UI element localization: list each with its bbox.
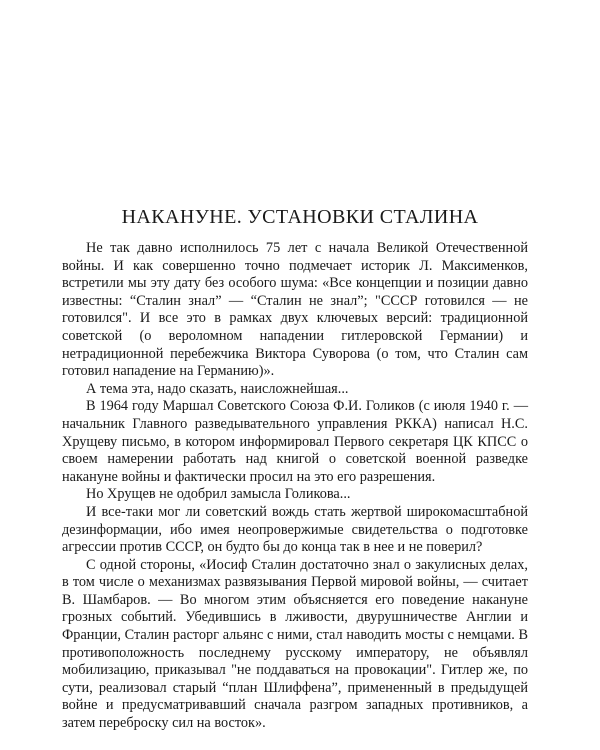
paragraph-5: И все-таки мог ли советский вождь стать жертвой широкомасштабной дезинформации, ибо имея неопровержимые свидетельства о подготовке агрессии против СССР, он будто бы до конца так в нее и не поверил? [62, 503, 528, 556]
chapter-title: НАКАНУНЕ. УСТАНОВКИ СТАЛИНА [121, 206, 479, 228]
paragraph-4: Но Хрущев не одобрил замысла Голикова... [86, 486, 351, 503]
paragraph-6: С одной стороны, «Иосиф Сталин достаточно знал о закулисных делах, в том числе о механизмах развязывания Первой мировой войны, — считает В. Шамбаров. — Во многом этим объясняется его поведение накануне грозных событий. Убедившись в лживости, двурушничестве Англии и Франции, Сталин расторг альянс с ними, стал наводить мосты с немцами. В противоположность последнему русскому императору, не объявлял мобилизацию, приказывал "не поддаваться на провокации". Гитлер же, по сути, реализовал старый “план Шлиффена”, примененный в предыдущей войне и предусматривавший сначала разгром западных противников, а затем переброску сил на восток». [62, 556, 528, 732]
paragraph-2: А тема эта, надо сказать, наисложнейшая... [86, 380, 349, 397]
paragraph-1: Не так давно исполнилось 75 лет с начала Великой Отечественной войны. И как совершенно точно подмечает историк Л. Максименков, встретили мы эту дату без особого шума: «Все концепции и позиции давно известны: “Сталин знал” — “Сталин не знал”; "СССР готовился — не готовился". И все это в рамках двух ключевых версий: традиционной советской (о вероломном нападении гитлеровской Германии) и нетрадиционной перебежчика Виктора Суворова (о том, что Сталин сам готовил нападение на Германию)». [62, 240, 528, 380]
body-text [62, 240, 528, 733]
paragraph-3: В 1964 году Маршал Советского Союза Ф.И. Голиков (с июля 1940 г. — начальник Главного разведывательного управления РККА) написал Н.С. Хрущеву письмо, в котором информировал Первого секретаря ЦК КПСС о своем намерении работать над книгой о советской военной разведке накануне войны и фактически просил на это его разрешения. [62, 398, 528, 485]
